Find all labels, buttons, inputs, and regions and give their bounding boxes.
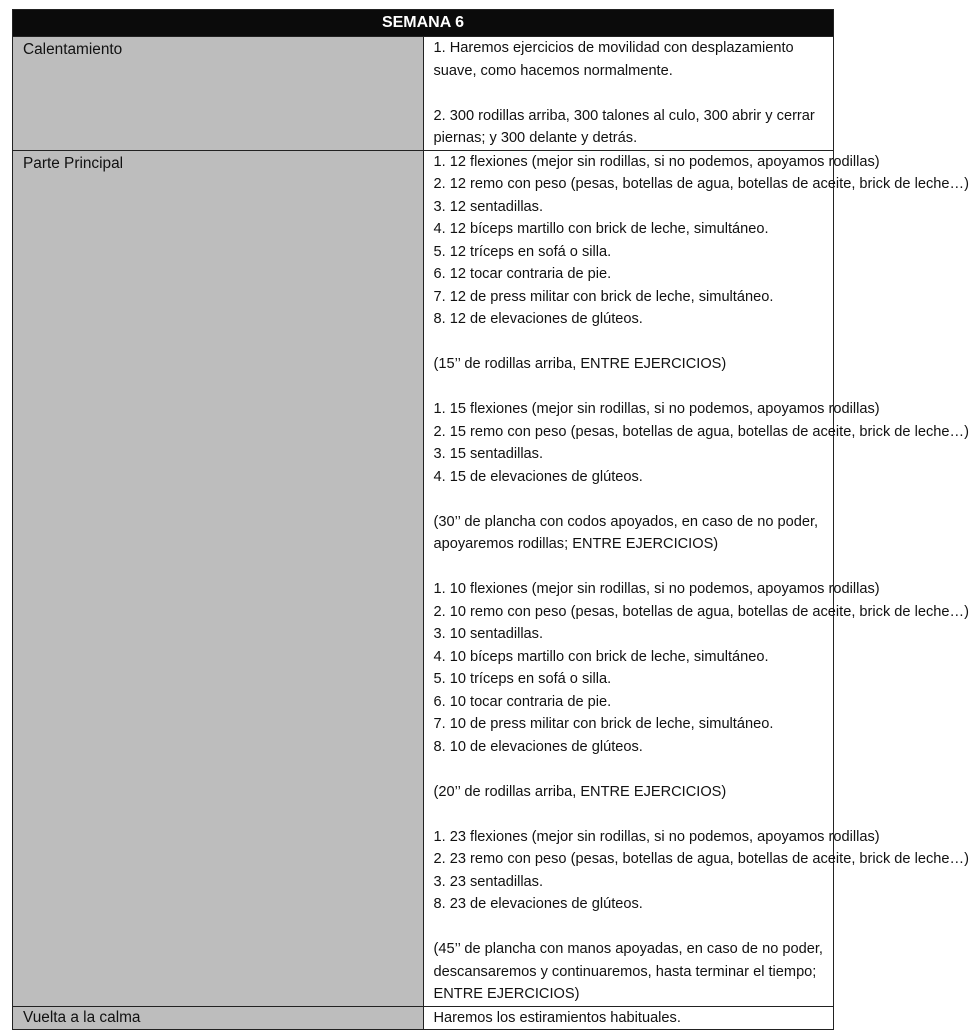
list-item: 1. 15 flexiones (mejor sin rodillas, si no podemos, apoyamos rodillas) <box>433 401 880 417</box>
rest-note: (15’’ de rodillas arriba, ENTRE EJERCICIOS) <box>433 356 727 372</box>
list-item: 1. 23 flexiones (mejor sin rodillas, si no podemos, apoyamos rodillas) <box>433 828 880 845</box>
rest-note: (45’’ de plancha con manos apoyadas, en caso de no poder, descansaremos y continuaremos, hasta terminar el tiempo; ENTRE EJERCICIOS) <box>433 941 823 1002</box>
list-item: 5. 12 tríceps en sofá o silla. <box>433 243 612 260</box>
list-item: 6. 10 tocar contraria de pie. <box>433 693 612 710</box>
spacer <box>434 82 826 105</box>
calentamiento-content <box>423 37 834 151</box>
list-item: 4. 12 bíceps martillo con brick de leche, simultáneo. <box>433 221 769 237</box>
list-item: 3. 10 sentadillas. <box>433 626 544 642</box>
principal-label: Parte Principal <box>13 150 424 1006</box>
spacer <box>434 376 826 399</box>
spacer <box>434 758 826 781</box>
list-item: 8. 23 de elevaciones de glúteos. <box>433 896 643 912</box>
vuelta-content <box>423 1006 834 1030</box>
title-row <box>13 10 834 37</box>
list-item: 7. 12 de press militar con brick de leche, simultáneo. <box>433 288 774 305</box>
workout-table <box>12 9 969 1030</box>
table-title: SEMANA 6 <box>13 10 834 37</box>
list-item: 1. 12 flexiones (mejor sin rodillas, si no podemos, apoyamos rodillas) <box>433 153 880 170</box>
list-item: 6. 12 tocar contraria de pie. <box>433 266 612 282</box>
principal-row <box>13 150 834 1006</box>
calentamiento-paragraph-1: 1. Haremos ejercicios de movilidad con desplazamiento suave, como hacemos normalmente. <box>433 40 794 79</box>
vuelta-label: Vuelta a la calma <box>13 1006 424 1030</box>
list-item: 3. 15 sentadillas. <box>433 446 544 462</box>
list-item: 5. 10 tríceps en sofá o silla. <box>433 671 612 687</box>
vuelta-text: Haremos los estiramientos habituales. <box>433 1009 681 1026</box>
rest-note: (20’’ de rodillas arriba, ENTRE EJERCICIOS) <box>433 783 727 800</box>
list-item: 2. 23 remo con peso (pesas, botellas de agua, botellas de aceite, brick de leche…) <box>433 851 969 867</box>
list-item: 7. 10 de press militar con brick de leche, simultáneo. <box>433 716 774 732</box>
spacer <box>434 488 826 511</box>
calentamiento-label: Calentamiento <box>13 37 424 151</box>
spacer <box>434 916 826 939</box>
calentamiento-paragraph-2: 2. 300 rodillas arriba, 300 talones al culo, 300 abrir y cerrar piernas; y 300 delante y detrás. <box>433 107 815 146</box>
list-item: 2. 15 remo con peso (pesas, botellas de agua, botellas de aceite, brick de leche…) <box>433 423 969 440</box>
list-item: 2. 12 remo con peso (pesas, botellas de agua, botellas de aceite, brick de leche…) <box>433 176 969 192</box>
list-item: 8. 12 de elevaciones de glúteos. <box>433 311 643 327</box>
list-item: 3. 12 sentadillas. <box>433 198 544 215</box>
spacer <box>434 556 826 579</box>
rest-note: (30’’ de plancha con codos apoyados, en caso de no poder, apoyaremos rodillas; ENTRE EJERCICIOS) <box>433 513 819 552</box>
list-item: 8. 10 de elevaciones de glúteos. <box>433 738 643 755</box>
list-item: 3. 23 sentadillas. <box>433 873 544 890</box>
list-item: 4. 15 de elevaciones de glúteos. <box>433 468 643 485</box>
list-item: 1. 10 flexiones (mejor sin rodillas, si no podemos, apoyamos rodillas) <box>433 581 880 597</box>
calentamiento-row <box>13 37 834 151</box>
list-item: 4. 10 bíceps martillo con brick de leche, simultáneo. <box>433 648 769 665</box>
principal-content <box>423 150 969 1006</box>
spacer <box>434 331 826 354</box>
list-item: 2. 10 remo con peso (pesas, botellas de agua, botellas de aceite, brick de leche…) <box>433 603 969 620</box>
spacer <box>434 803 826 826</box>
vuelta-row <box>13 1006 834 1030</box>
